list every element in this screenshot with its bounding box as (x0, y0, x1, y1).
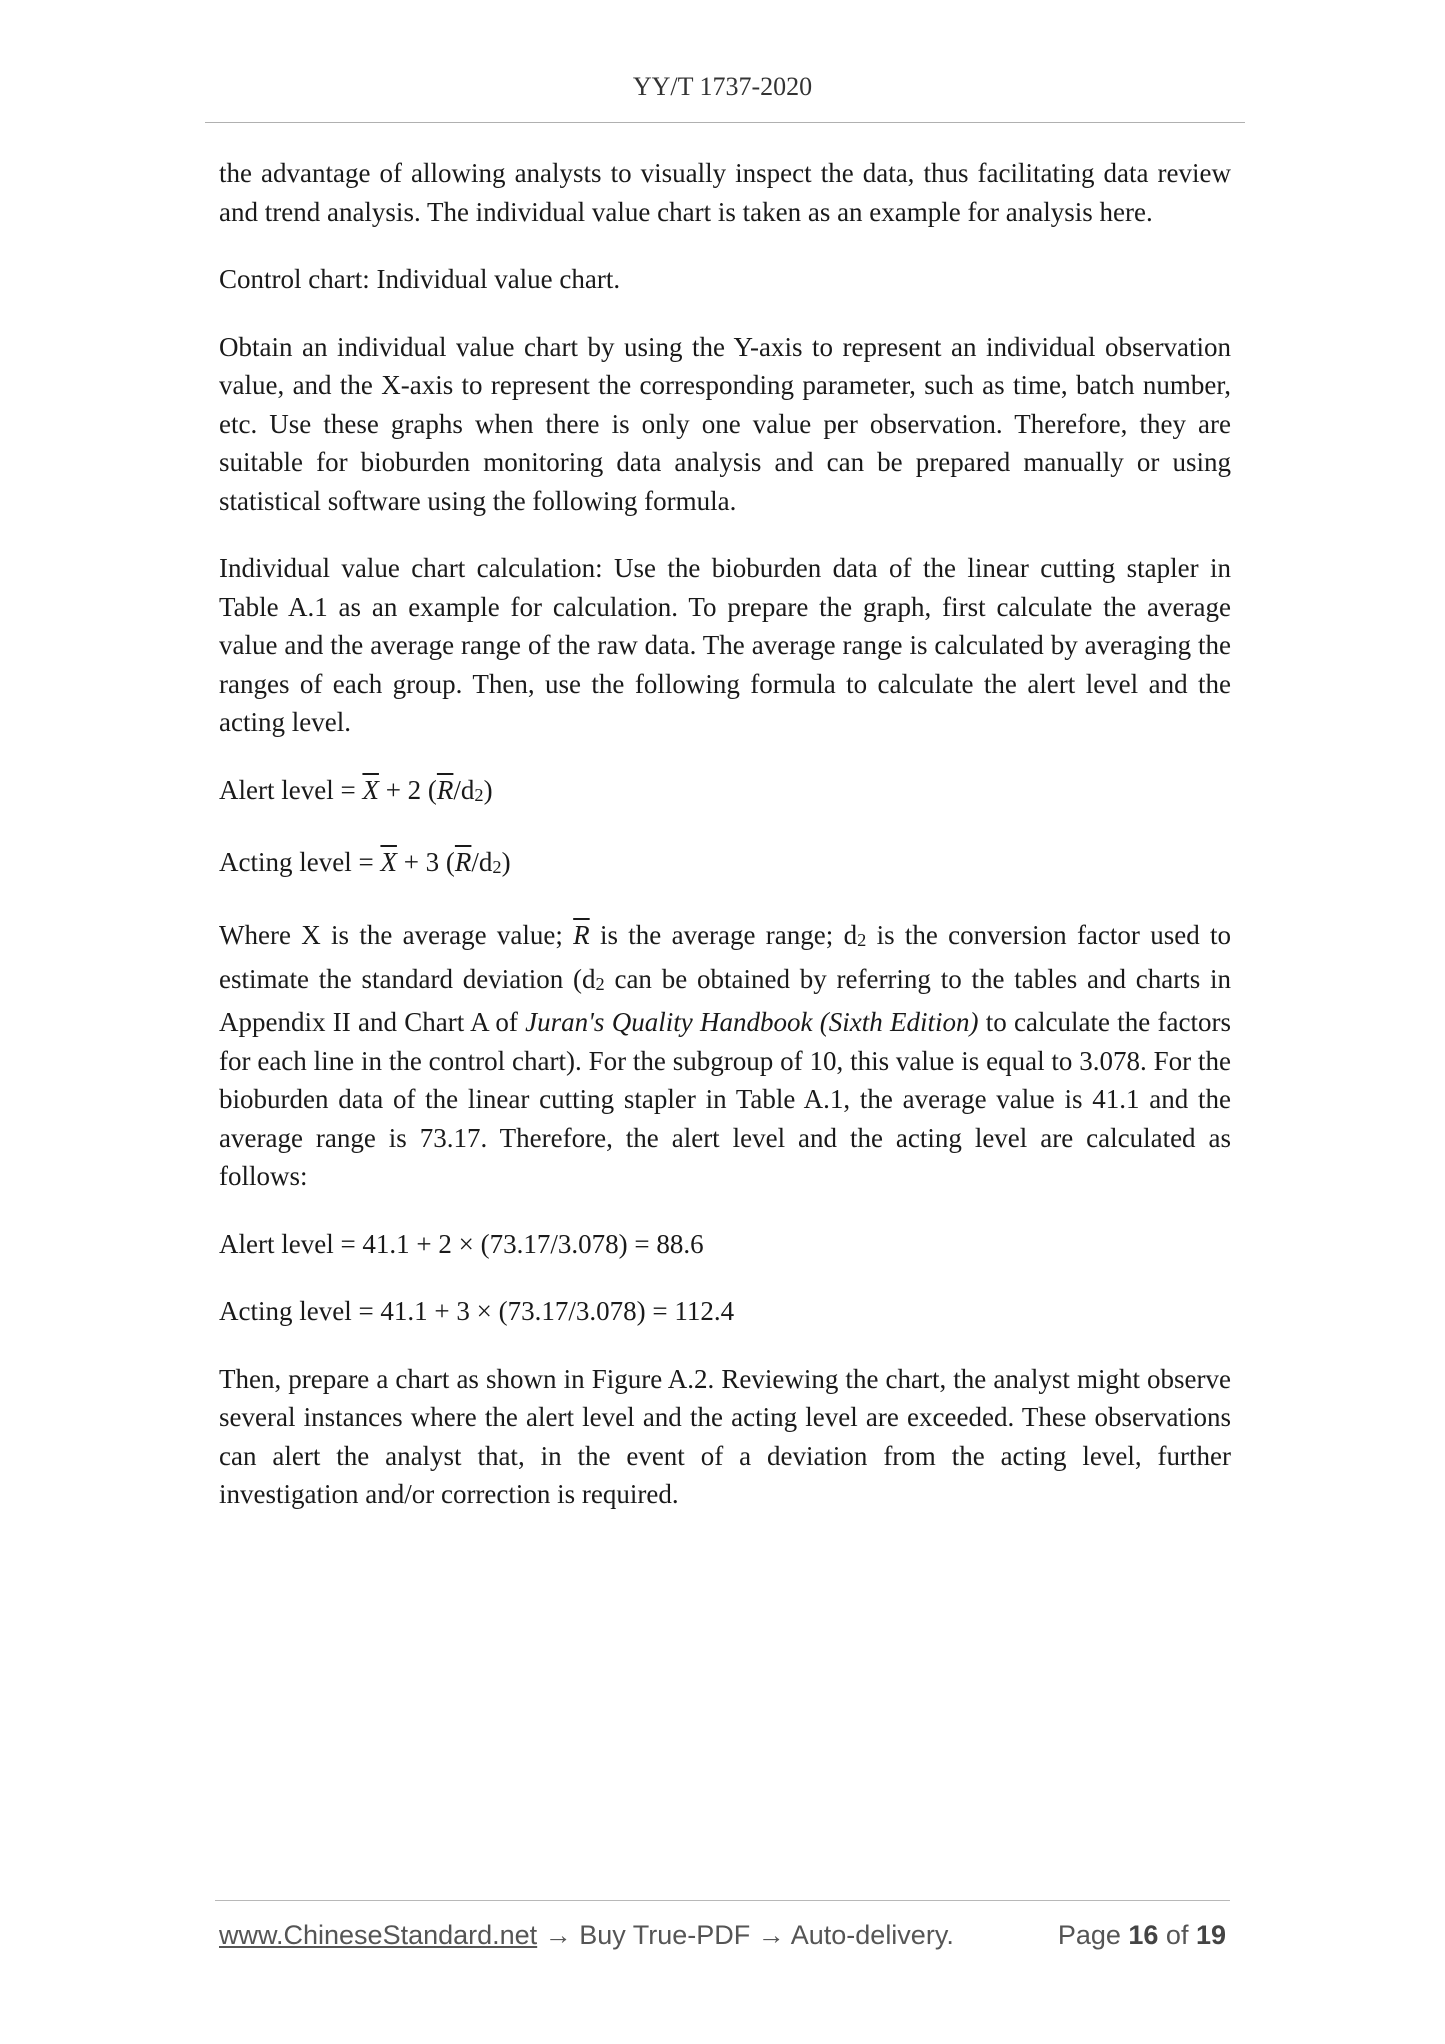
paragraph-where: Where X is the average value; $\overline{R}$ is the average range; d2 is the conversion factor used to estimate the standard deviation (d2 can be obtained by referring to the tables and charts in Appendix II and Chart A of Juran's Quality Handbook (Sixth Edition) to calculate the factors for each line in the control chart). For the subgroup of 10, this value is equal to 3.078. For the bioburden data of the linear cutting stapler in Table A.1, the average value is 41.1 and the average range is 73.17. Therefore, the alert level and the acting level are calculated as follows: (219, 919, 1231, 1192)
r-bar-symbol: $\overline{R}$ (436, 774, 454, 805)
calc-acting-level: Acting level = 41.1 + 3 × (73.17/3.078) = 112.4 (219, 1296, 735, 1327)
paragraph-individual-value-chart: Obtain an individual value chart by using the Y-axis to represent an individual observation value, and the X-axis to represent the corresponding parameter, such as time, batch number, etc. Use these graphs when there is only one value per observation. Therefore, they are suitable for bioburden monitoring data analysis and can be prepared manually or using statistical software using the following formula. (219, 331, 1231, 516)
total-pages: 19 (1195, 1920, 1226, 1950)
formula-alert-level: Alert level = $\overline{X} + 2$ $(\overline{R}/d2)$ (219, 774, 493, 805)
paragraph-conclusion: Then, prepare a chart as shown in Figure A.2. Reviewing the chart, the analyst might observe several instances where the alert level and the acting level are exceeded. These observations can alert the analyst that, in the event of a deviation from the acting level, further investigation and/or correction is required. (219, 1363, 1231, 1510)
r-bar-symbol: $\overline{R}$ (573, 919, 590, 950)
paragraph-intro: the advantage of allowing analysts to visually inspect the data, thus facilitating data review and trend analysis. The individual value chart is taken as an example for analysis here. (219, 158, 1231, 227)
document-body (219, 154, 1231, 1543)
page-indicator: Page 16 of 19 (1057, 1920, 1226, 1950)
x-bar-symbol: $\overline{X}$ (380, 847, 397, 878)
header-divider (205, 122, 1245, 123)
paragraph-calculation: Individual value chart calculation: Use the bioburden data of the linear cutting stapler in Table A.1 as an example for calculation. To prepare the graph, first calculate the average value and the average range of the raw data. The average range is calculated by averaging the ranges of each group. Then, use the following formula to calculate the alert level and the acting level. (219, 553, 1231, 737)
current-page-number: 16 (1128, 1920, 1159, 1950)
x-bar-symbol: $\overline{X}$ (362, 774, 379, 805)
book-title: Juran's Quality Handbook (Sixth Edition) (525, 1007, 979, 1038)
r-bar-symbol: $\overline{R}$ (454, 847, 472, 878)
paragraph-control-chart: Control chart: Individual value chart. (219, 264, 621, 294)
website-link[interactable]: www.ChineseStandard.net (219, 1920, 538, 1950)
formula-acting-level: Acting level = $\overline{X} + 3$ $(\overline{R}/d2)$ (219, 847, 511, 878)
calc-alert-level: Alert level = 41.1 + 2 × (73.17/3.078) = 88.6 (219, 1228, 704, 1259)
document-header-title: YY/T 1737-2020 (632, 72, 813, 101)
footer-divider (215, 1900, 1230, 1901)
footer-promo: www.ChineseStandard.net → Buy True-PDF → Auto-delivery. (219, 1920, 954, 1950)
page-footer (219, 1920, 1231, 1960)
